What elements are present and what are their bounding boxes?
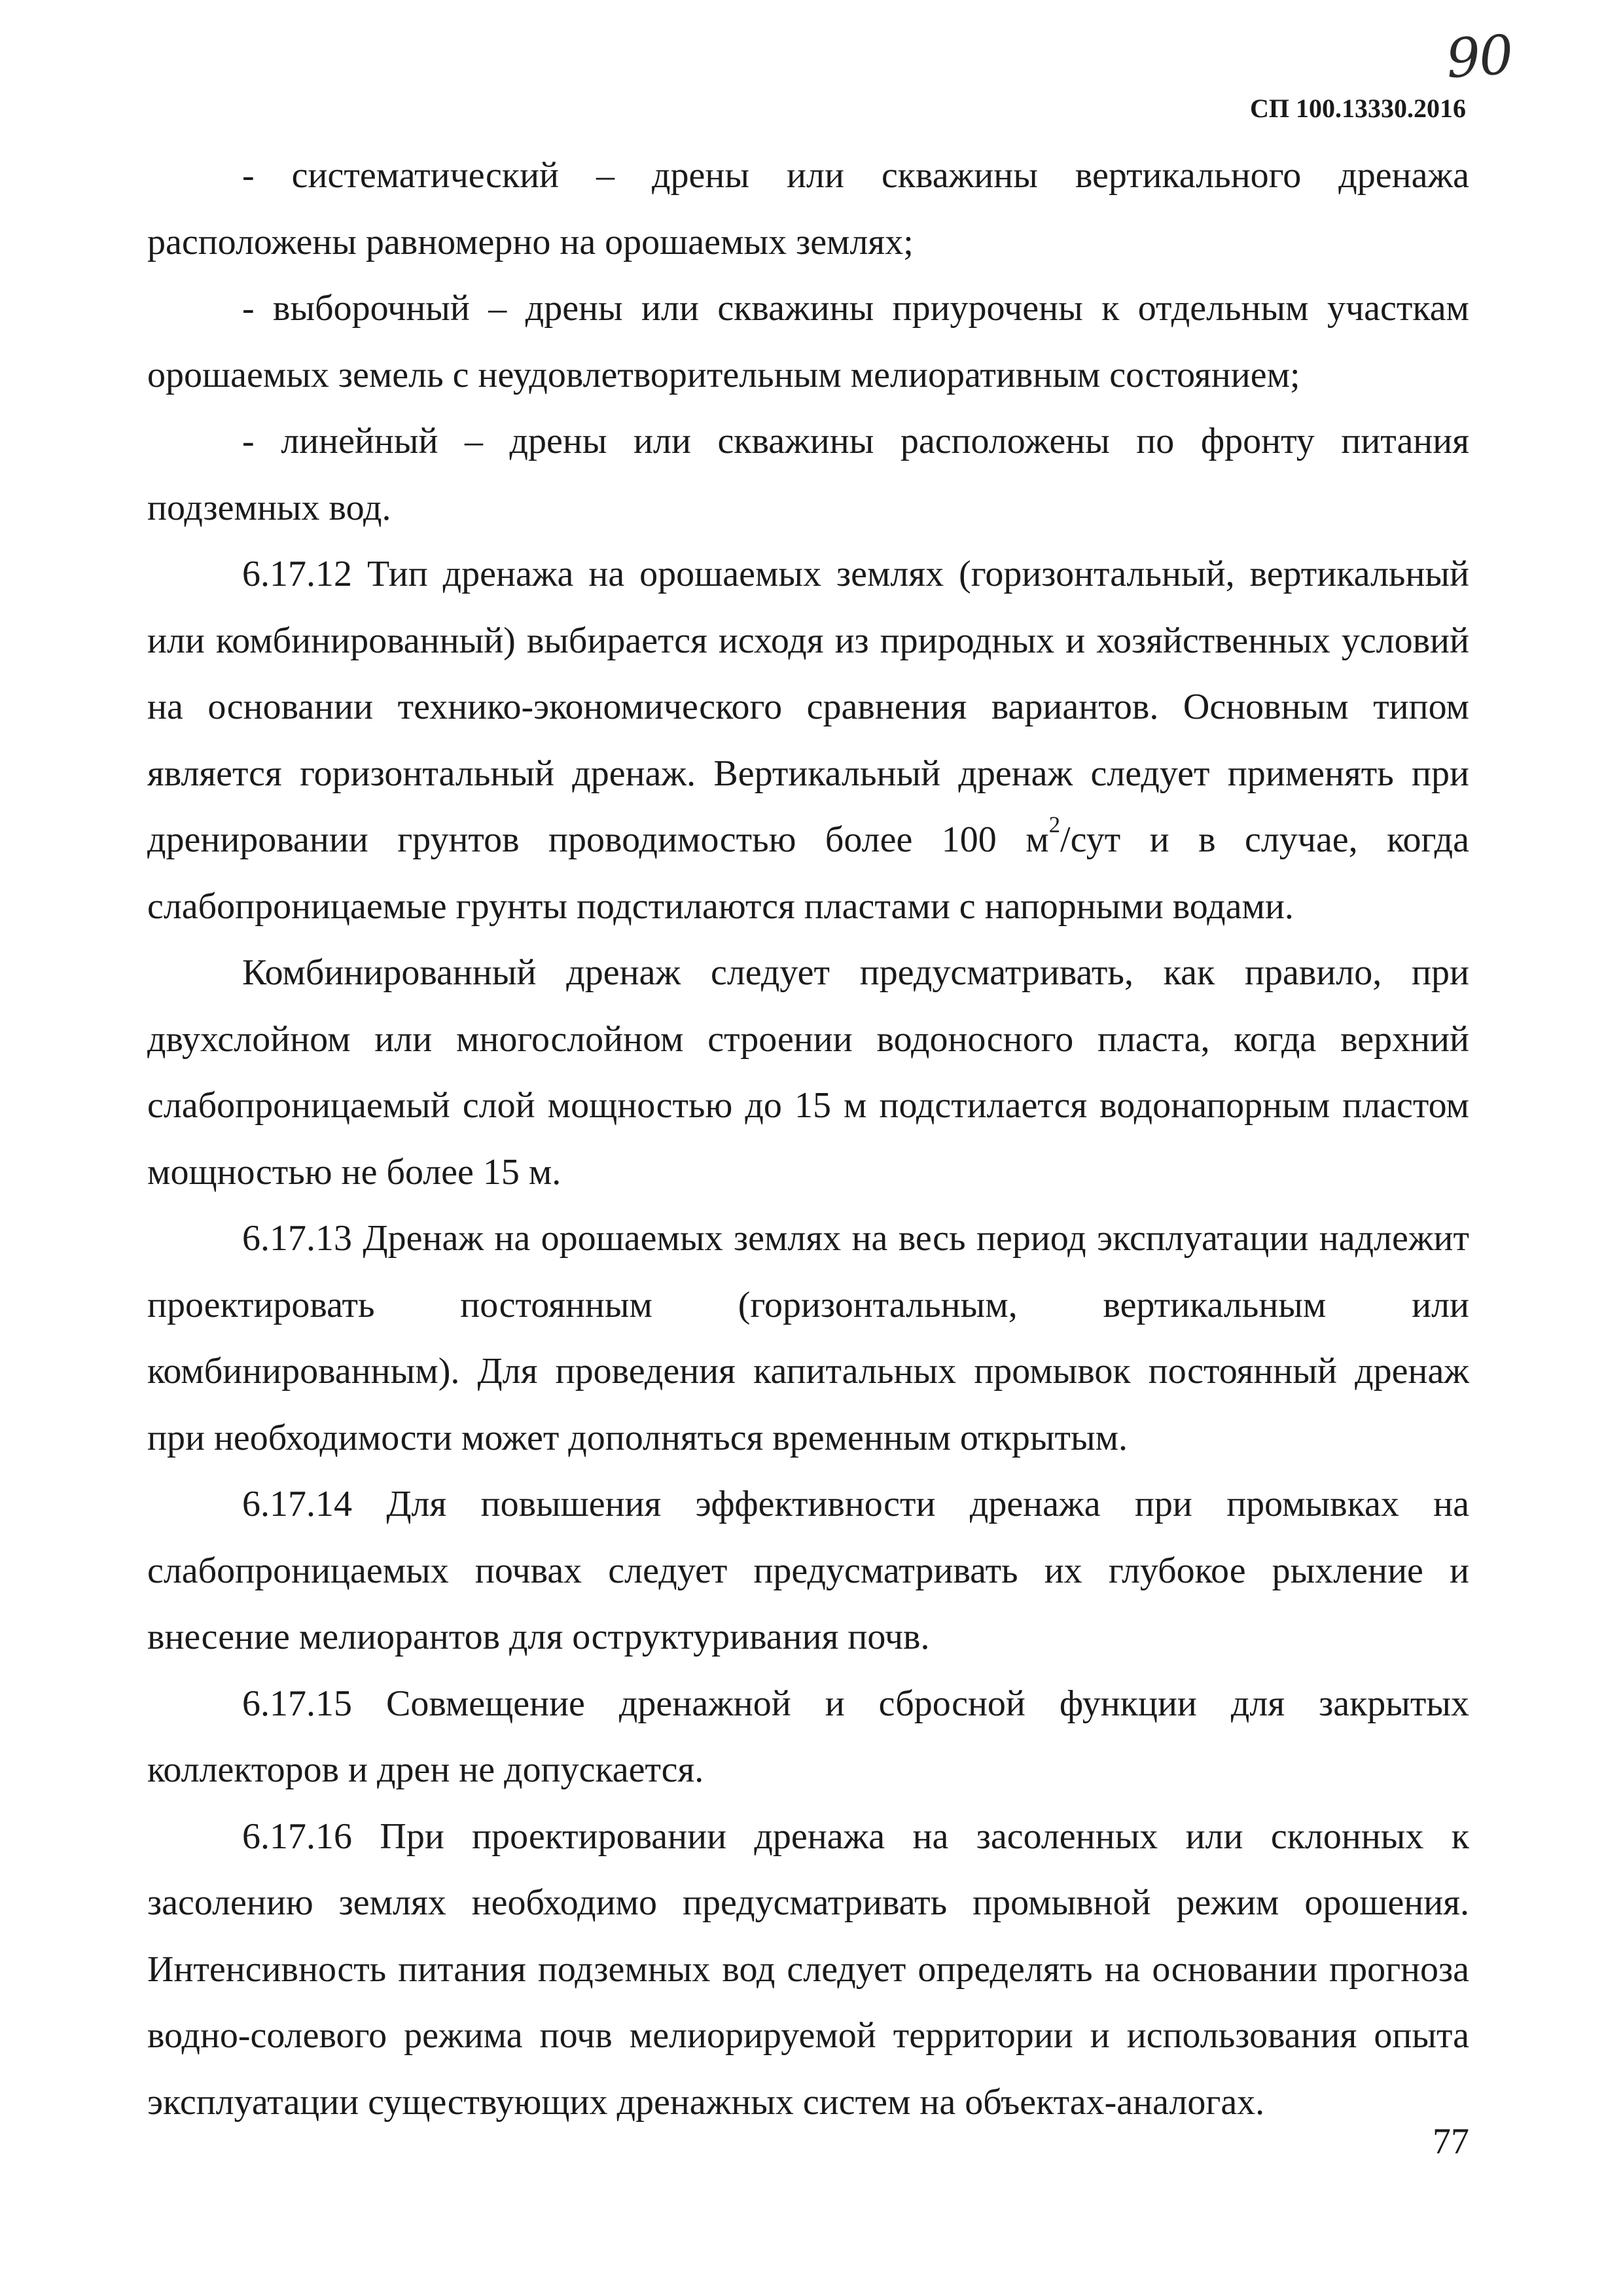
paragraph-6-17-14: 6.17.14 Для повышения эффективности дренажа при промывках на слабопроницаемых почвах следует предусматривать их глубокое рыхление и внесение мелиорантов для оструктуривания почв. <box>147 1484 1469 1657</box>
superscript-2: 2 <box>1048 812 1061 838</box>
document-code: СП 100.13330.2016 <box>1250 94 1466 123</box>
paragraph-6-17-12-text: 6.17.12 Тип дренажа на орошаемых землях (горизонтальный, вертикальный или комбинированный) выбирается исходя из природных и хозяйственных условий на основании технико-экономического сравнения вариантов. Основным типом является горизонтальный дренаж. Вертикальный дренаж следует применять при дренировании грунтов проводимостью более 100 м <box>147 554 1469 860</box>
paragraph-6-17-13: 6.17.13 Дренаж на орошаемых землях на весь период эксплуатации надлежит проектировать постоянным (горизонтальным, вертикальным или комбинированным). Для проведения капитальных промывок постоянный дренаж при необходимости может дополняться временным открытым. <box>147 1218 1469 1458</box>
paragraph-combined-drainage: Комбинированный дренаж следует предусматривать, как правило, при двухслойном или многослойном строении водоносного пласта, когда верхний слабопроницаемый слой мощностью до 15 м подстилается водонапорным пластом мощностью не более 15 м. <box>147 952 1469 1193</box>
paragraph-6-17-16: 6.17.16 При проектировании дренажа на засоленных или склонных к засолению землях необходимо предусматривать промывной режим орошения. Интенсивность питания подземных вод следует определять на основании прогноза водно-солевого режима почв мелиорируемой территории и использования опыта эксплуатации существующих дренажных систем на объектах-аналогах. <box>147 1816 1469 2123</box>
paragraph-selective: - выборочный – дрены или скважины приурочены к отдельным участкам орошаемых земель с неудовлетворительным мелиоративным состоянием; <box>147 288 1469 395</box>
paragraph-6-17-12 <box>147 541 1469 940</box>
page-number: 77 <box>1433 2121 1469 2162</box>
paragraph-6-17-12-tail: /сут и в случае, когда слабопроницаемые грунты подстилаются пластами с напорными водами. <box>147 819 1470 927</box>
document-body <box>147 143 1469 2136</box>
paragraph-linear: - линейный – дрены или скважины расположены по фронту питания подземных вод. <box>147 421 1469 528</box>
paragraph-systematic: - систематический – дрены или скважины вертикального дренажа расположены равномерно на орошаемых землях; <box>147 155 1469 262</box>
paragraph-6-17-15: 6.17.15 Совмещение дренажной и сбросной функции для закрытых коллекторов и дрен не допускается. <box>147 1683 1469 1790</box>
handwritten-page-number: 90 <box>1444 24 1514 91</box>
